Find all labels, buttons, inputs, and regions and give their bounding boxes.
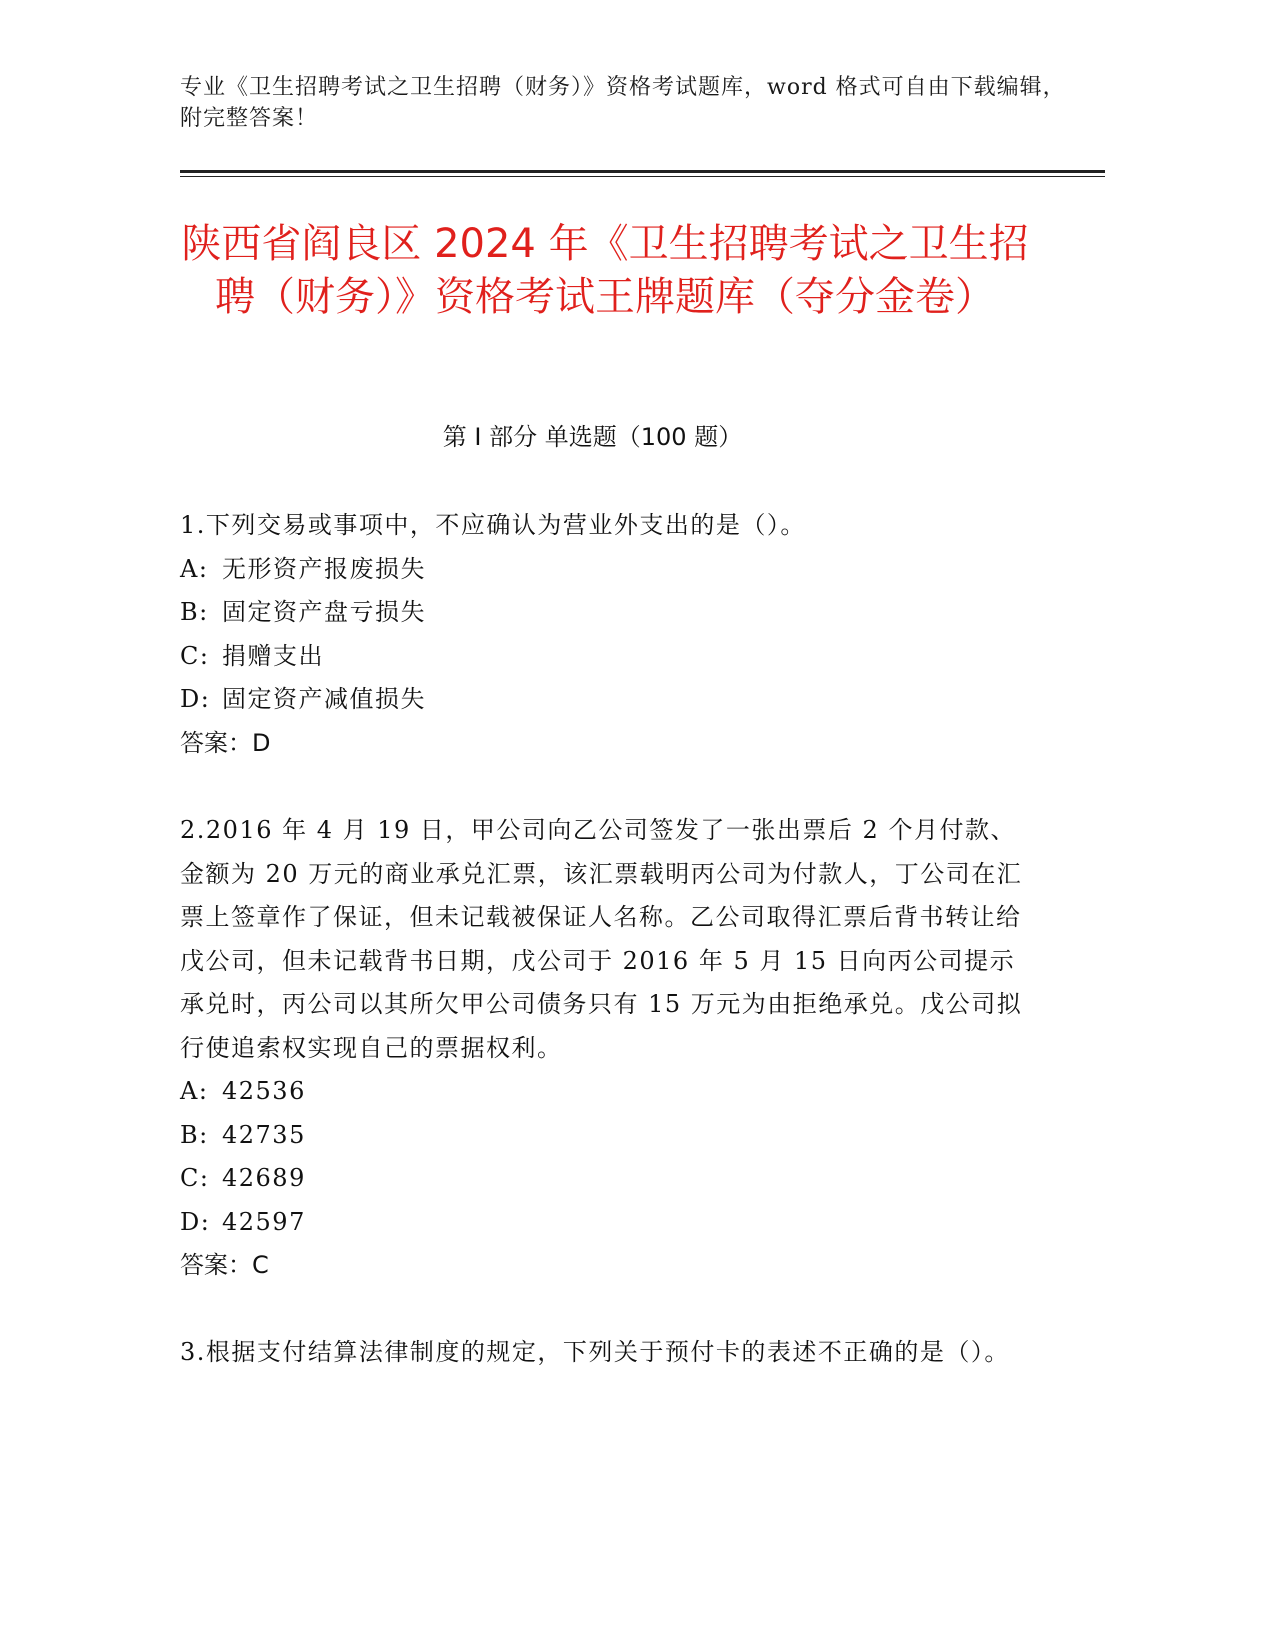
option-label: C: xyxy=(180,1164,210,1192)
option-b xyxy=(180,1114,1040,1158)
option-text: 42536 xyxy=(222,1077,306,1105)
option-text: 捐赠支出 xyxy=(222,641,324,670)
option-d xyxy=(180,678,1040,722)
option-text: 42597 xyxy=(222,1207,306,1236)
question-text: 1.下列交易或事项中，不应确认为营业外支出的是（）。 xyxy=(180,511,806,539)
option-a xyxy=(180,1070,1040,1114)
header-rule-thin xyxy=(180,176,1105,177)
option-b xyxy=(180,591,1040,635)
question-text: 2.2016 年 4 月 19 日，甲公司向乙公司签发了一张出票后 2 个月付款、金额为 20 万元的商业承兑汇票，该汇票载明丙公司为付款人，丁公司在汇票上签章作了保证，但未记载被保证人名称。乙公司取得汇票后背书转让给戊公司，但未记载背书日期，戊公司于 2016 年 5 月 15 日向丙公司提示承兑时，丙公司以其所欠甲公司债务只有 15 万元为由拒绝承兑。戊公司拟行使追索权实现自己的票据权利。 xyxy=(180,816,1023,1062)
option-c xyxy=(180,1157,1040,1201)
option-a xyxy=(180,548,1040,592)
option-label: B: xyxy=(180,1120,209,1149)
option-label: C: xyxy=(180,641,210,670)
answer-text: 答案：C xyxy=(180,1251,269,1279)
option-text: 固定资产减值损失 xyxy=(222,685,426,713)
question-2 xyxy=(180,809,1040,1288)
option-label: A: xyxy=(180,1077,209,1105)
section-title: 第 I 部分 单选题（100 题） xyxy=(442,423,743,451)
option-text: 固定资产盘亏损失 xyxy=(222,598,426,626)
document-title: 陕西省阎良区 2024 年《卫生招聘考试之卫生招聘（财务）》资格考试王牌题库（夺分金卷） xyxy=(181,221,1029,320)
option-label: B: xyxy=(180,598,209,626)
question-3 xyxy=(180,1331,1040,1375)
option-label: D: xyxy=(180,685,211,713)
option-d xyxy=(180,1201,1040,1245)
answer-text: 答案：D xyxy=(180,728,271,757)
option-text: 42735 xyxy=(222,1120,306,1149)
question-text: 3.根据支付结算法律制度的规定，下列关于预付卡的表述不正确的是（）。 xyxy=(180,1338,1010,1366)
option-text: 42689 xyxy=(222,1164,306,1192)
question-1 xyxy=(180,504,1040,765)
option-label: D: xyxy=(180,1207,211,1236)
option-c xyxy=(180,635,1040,679)
option-text: 无形资产报废损失 xyxy=(222,554,426,583)
option-label: A: xyxy=(180,554,209,583)
header-rule-thick xyxy=(180,170,1105,173)
header-note: 专业《卫生招聘考试之卫生招聘（财务）》资格考试题库，word 格式可自由下载编辑，附完整答案！ xyxy=(180,75,1066,131)
